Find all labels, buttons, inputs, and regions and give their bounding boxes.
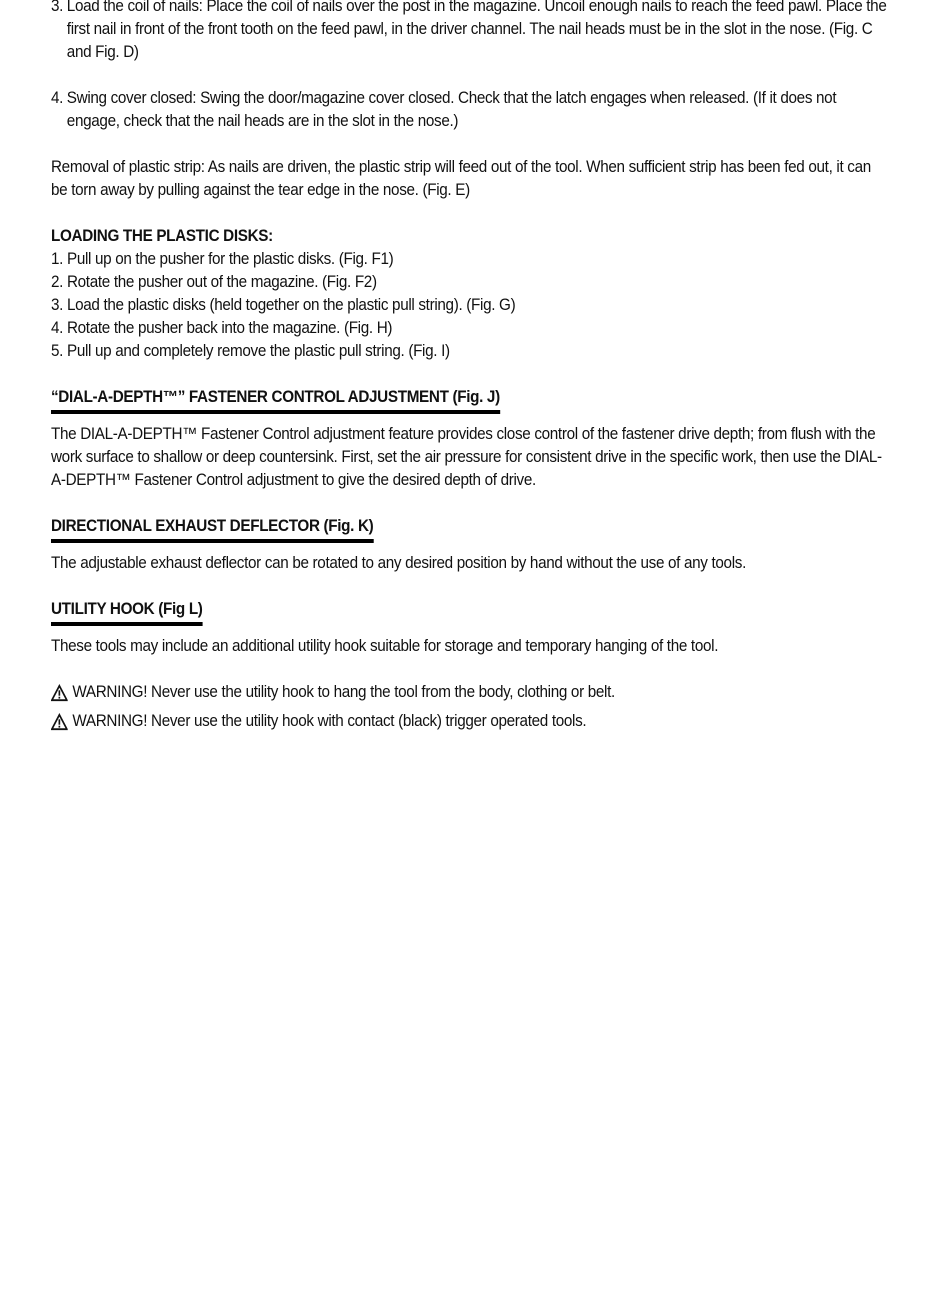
step-text: Swing cover closed: Swing the door/magazine cover closed. Check that the latch engages when released. (If it does not engage, check that the nail heads are in the slot in the nose.) bbox=[66, 89, 837, 130]
dial-paragraph: The DIAL-A-DEPTH™ Fastener Control adjustment feature provides close control of the fastener drive depth; from flush with the work surface to shallow or deep countersink. First, set the air pressure for consistent drive in the specific work, then use the DIAL-A-DEPTH™ Fastener Control adjustment to give the desired depth of drive. bbox=[51, 425, 882, 489]
warning-1 bbox=[51, 681, 891, 704]
hook-paragraph: These tools may include an additional utility hook suitable for storage and temporary hanging of the tool. bbox=[51, 637, 719, 655]
removal-paragraph: Removal of plastic strip: As nails are driven, the plastic strip will feed out of the tool. When sufficient strip has been fed out, it can be torn away by pulling against the tear edge in the nose. (Fig. E) bbox=[51, 158, 871, 199]
list-item: 2. Rotate the pusher out of the magazine. (Fig. F2) bbox=[51, 273, 377, 291]
manual-page bbox=[51, 0, 891, 733]
step-3 bbox=[51, 0, 891, 64]
dial-heading: “DIAL-A-DEPTH™” FASTENER CONTROL ADJUSTMENT (Fig. J) bbox=[51, 386, 500, 414]
list-item: 5. Pull up and completely remove the plastic pull string. (Fig. I) bbox=[51, 342, 450, 360]
exhaust-heading-wrap bbox=[51, 515, 891, 543]
loading-list bbox=[51, 248, 891, 363]
list-item: 3. Load the plastic disks (held together on the plastic pull string). (Fig. G) bbox=[51, 296, 516, 314]
step-4 bbox=[51, 87, 891, 133]
warning-text: WARNING! Never use the utility hook with contact (black) trigger operated tools. bbox=[72, 712, 587, 730]
loading-title: LOADING THE PLASTIC DISKS: bbox=[51, 227, 273, 245]
exhaust-paragraph: The adjustable exhaust deflector can be rotated to any desired position by hand without the use of any tools. bbox=[51, 554, 746, 572]
warning-triangle-icon bbox=[51, 713, 68, 731]
step-number: 3. bbox=[51, 0, 64, 15]
hook-heading: UTILITY HOOK (Fig L) bbox=[51, 598, 203, 626]
warning-triangle-icon bbox=[51, 684, 68, 702]
warning-2 bbox=[51, 710, 891, 733]
step-number: 4. bbox=[51, 89, 64, 107]
list-item: 4. Rotate the pusher back into the magazine. (Fig. H) bbox=[51, 319, 393, 337]
hook-heading-wrap bbox=[51, 598, 891, 626]
exhaust-heading: DIRECTIONAL EXHAUST DEFLECTOR (Fig. K) bbox=[51, 515, 373, 543]
step-text: Load the coil of nails: Place the coil of nails over the post in the magazine. Uncoil enough nails to reach the feed pawl. Place the first nail in front of the front tooth on the feed pawl, in the driver channel. The nail heads must be in the slot in the nose. (Fig. C and Fig. D) bbox=[66, 0, 887, 61]
dial-heading-wrap bbox=[51, 386, 891, 414]
warning-text: WARNING! Never use the utility hook to hang the tool from the body, clothing or belt. bbox=[72, 683, 615, 701]
list-item: 1. Pull up on the pusher for the plastic disks. (Fig. F1) bbox=[51, 250, 394, 268]
